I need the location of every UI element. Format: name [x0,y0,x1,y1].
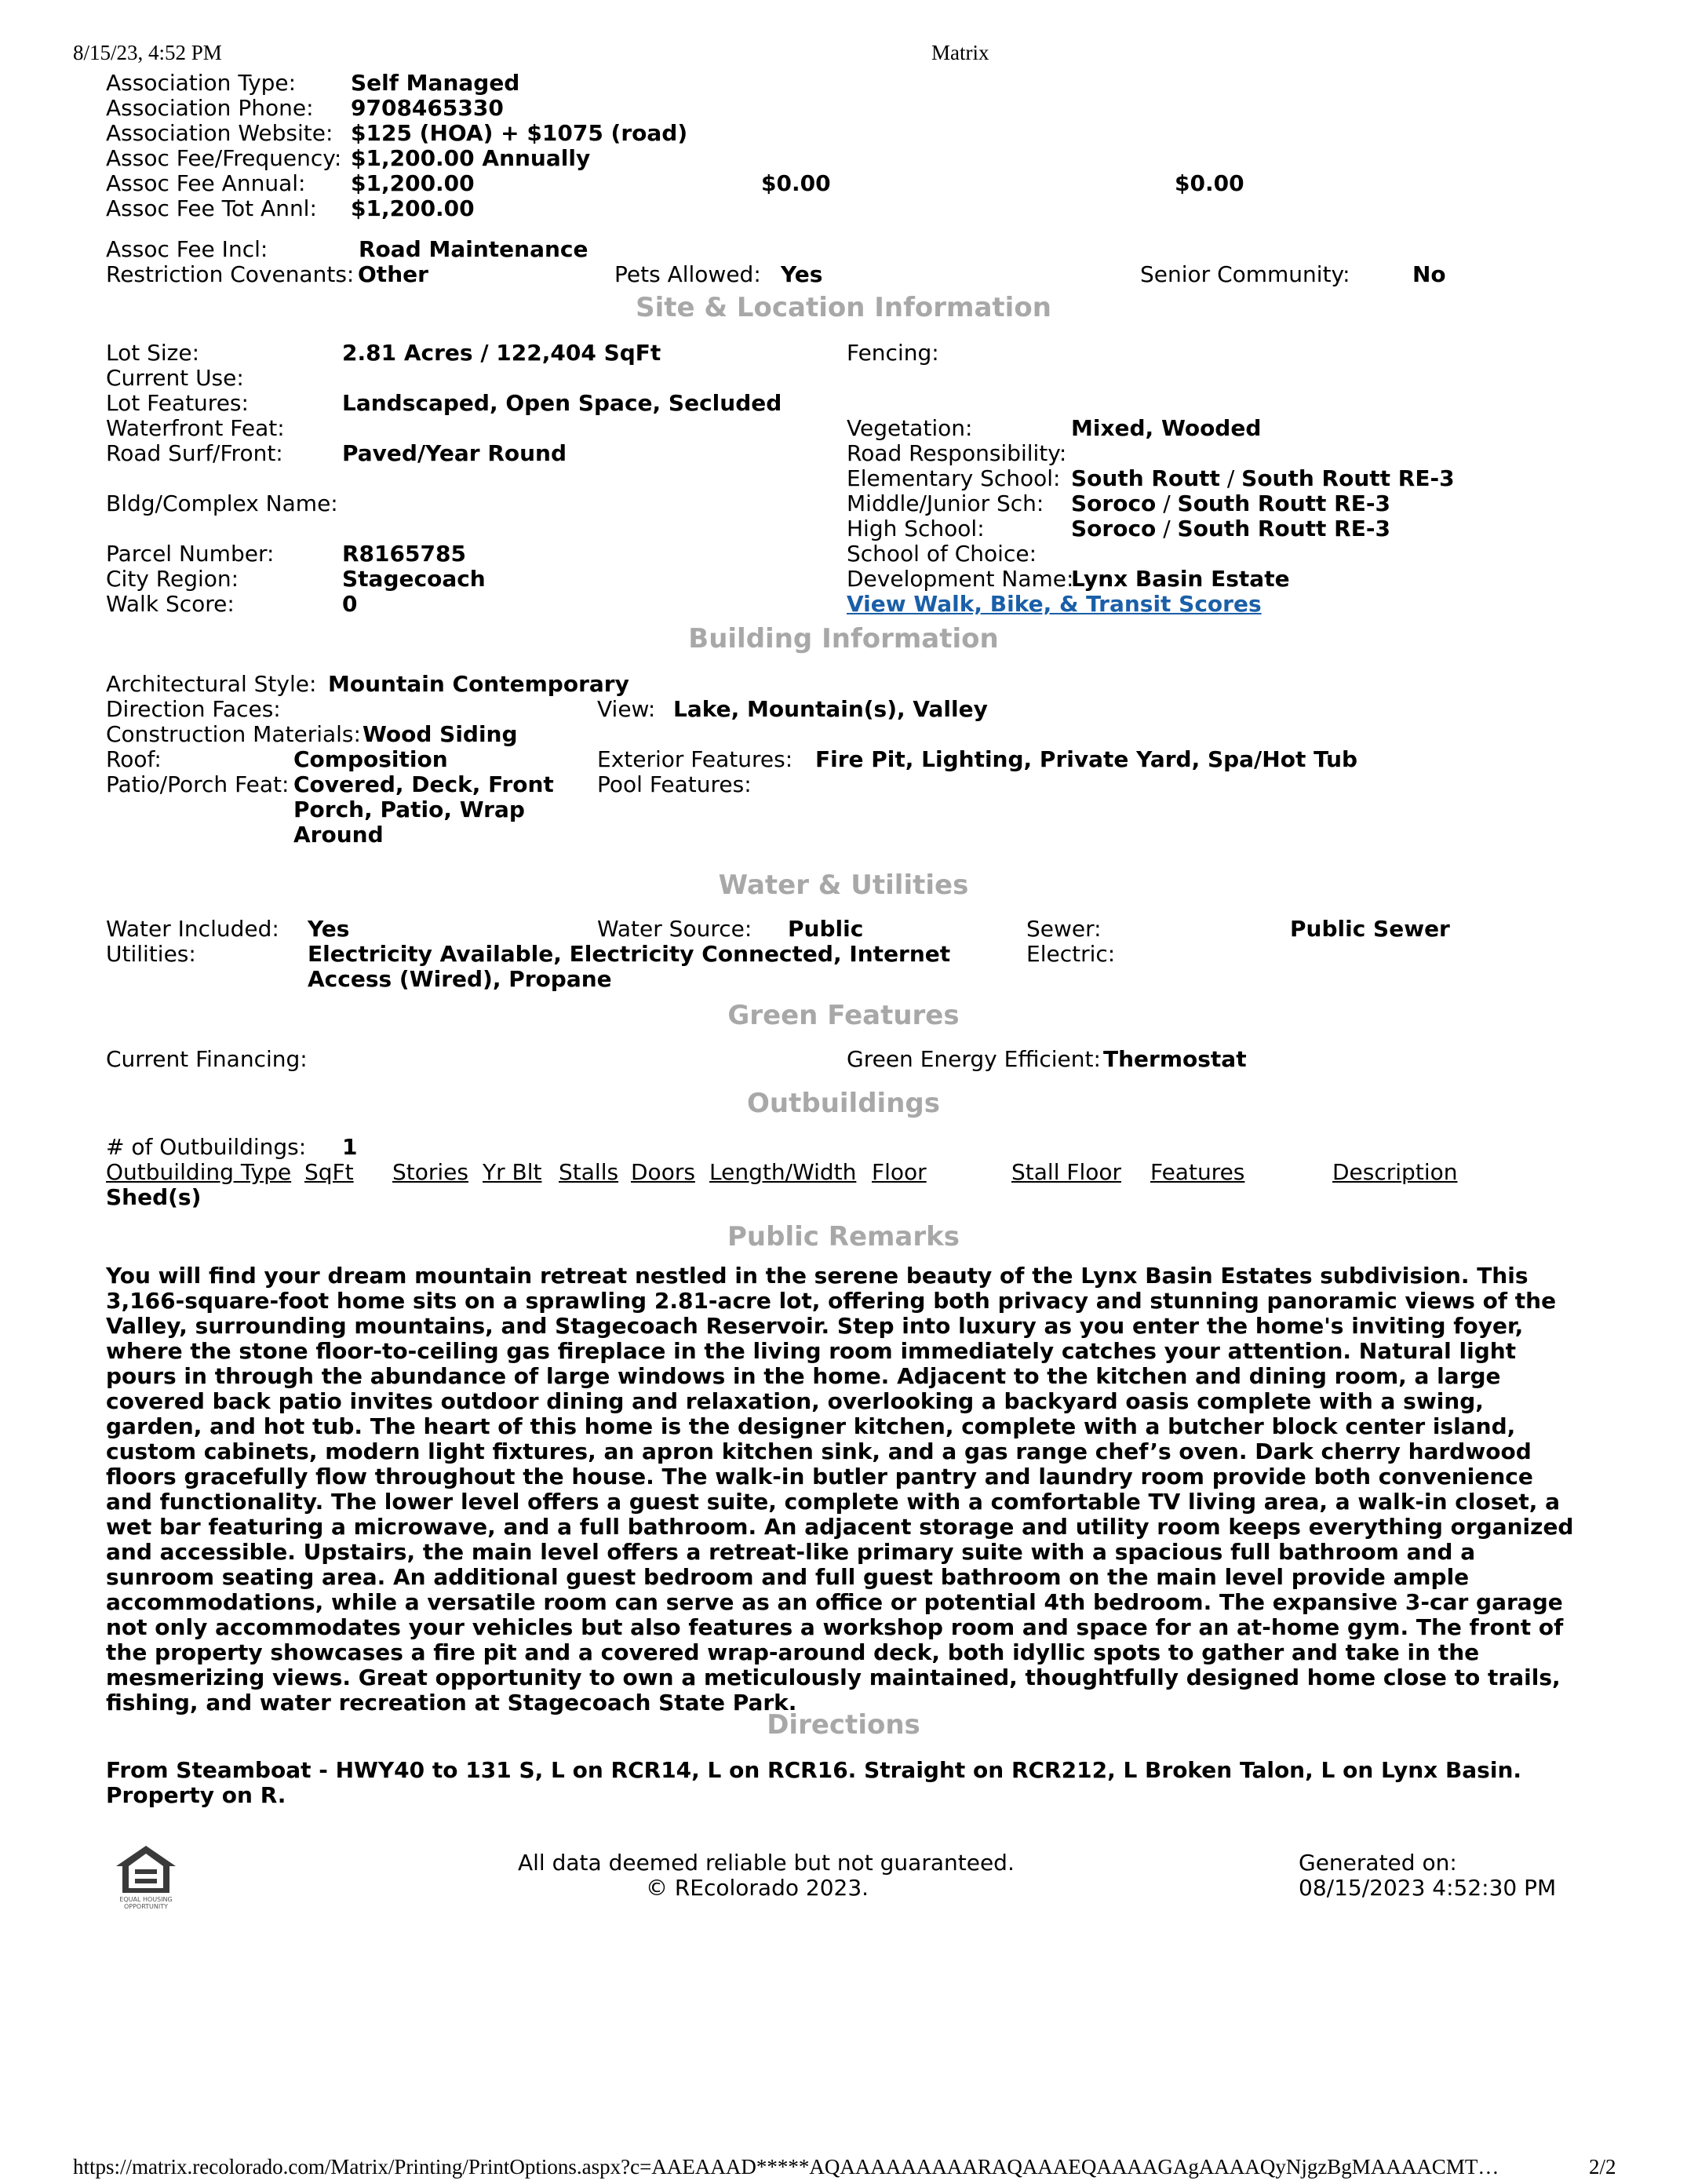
directions-text: From Steamboat - HWY40 to 131 S, L on RCR14, L on RCR16. Straight on RCR212, L Broken Talon, L on Lynx Basin. Property on R. [106,1757,1522,1808]
walk-score-label: Walk Score: [106,591,235,617]
direction-label: Direction Faces: [106,696,281,722]
assoc-incl-value: Road Maintenance [359,236,588,262]
assoc-incl-label: Assoc Fee Incl: [106,236,268,262]
lot-features-value: Landscaped, Open Space, Secluded [342,390,782,416]
lot-size-value: 2.81 Acres / 122,404 SqFt [342,340,661,366]
equal-housing-logo [111,1843,180,1912]
col-yr-blt: Yr Blt [483,1159,542,1185]
generated-label: Generated on: [1299,1850,1457,1876]
assoc-total-value: $1,200.00 [351,195,475,221]
green-efficient-value: Thermostat [1103,1046,1247,1072]
materials-label: Construction Materials: [106,721,361,747]
col-floor: Floor [872,1159,927,1185]
bldg-name-label: Bldg/Complex Name: [106,490,338,516]
fencing-label: Fencing: [847,340,939,366]
assoc-phone-label: Association Phone: [106,95,314,121]
outbuildings-count-value: 1 [342,1134,358,1160]
utilities-label: Utilities: [106,941,196,967]
col-sqft: SqFt [304,1159,354,1185]
water-source-value: Public [788,916,864,942]
generated-value: 08/15/2023 4:52:30 PM [1299,1875,1557,1901]
exterior-value: Fire Pit, Lighting, Private Yard, Spa/Hot Tub [815,746,1358,772]
pets-label: Pets Allowed: [614,261,761,287]
water-included-label: Water Included: [106,916,279,942]
disclaimer-line-2: © REcolorado 2023. [645,1875,869,1901]
roof-label: Roof: [106,746,162,772]
water-heading: Water & Utilities [718,870,969,901]
assoc-website-label: Association Website: [106,120,333,146]
senior-label: Senior Community: [1140,261,1350,287]
disclaimer-line-1: All data deemed reliable but not guaranteed. [518,1850,1015,1876]
current-use-label: Current Use: [106,365,244,391]
elementary-value: South Routt / South Routt RE-3 [1071,465,1455,491]
assoc-annual-value-3: $0.00 [1175,170,1244,196]
road-resp-label: Road Responsibility: [847,440,1067,466]
city-region-label: City Region: [106,566,239,592]
water-source-label: Water Source: [597,916,752,942]
high-value: Soroco / South Routt RE-3 [1071,516,1390,541]
waterfront-label: Waterfront Feat: [106,415,285,441]
vegetation-value: Mixed, Wooded [1071,415,1262,441]
assoc-freq-value: $1,200.00 Annually [351,145,591,171]
lot-size-label: Lot Size: [106,340,200,366]
electric-label: Electric: [1026,941,1116,967]
public-remarks-text: You will find your dream mountain retreat nestled in the serene beauty of the Lynx Basin Estates subdivision. This 3,166-square-foot home sits on a sprawling 2.81-acre lot, offering both privacy and stunning panoramic views of the Valley, surrounding mountains, and Stagecoach Reservoir. Step into luxury as you enter the home's inviting foyer, where the stone floor-to-ceiling gas fireplace in the living room immediately catches your attention. Natural light pours in through the abundance of large windows in the home. Adjacent to the kitchen and dining room, a large covered back patio invites outdoor dining and relaxation, overlooking a backyard oasis complete with a swing, garden, and hot tub. The heart of this home is the designer kitchen, complete with a butcher block center island, custom cabinets, modern light fixtures, an apron kitchen sink, and a gas range chef’s oven. Dark cherry hardwood floors gracefully flow throughout the house. The walk-in butler pantry and laundry room provide both convenience and functionality. The lower level offers a guest suite, complete with a comfortable TV living area, a walk-in closet, a wet bar featuring a microwave, and a full bathroom. An adjacent storage and utility room keeps everything organized and accessible. Upstairs, the main level offers a retreat-like primary suite with a spacious full bathroom and a sunroom seating area. An additional guest bedroom and full guest bathroom on the main level provide ample accommodations, while a versatile room can serve as an office or potential 4th bedroom. The expansive 3-car garage not only accommodates your vehicles but also features a workshop room and space for an at-home gym. The front of the property showcases a fire pit and a covered wrap-around deck, both idyllic spots to gather and take in the mesmerizing views. Great opportunity to own a meticulously maintained, thoughtfully designed home close to trails, fishing, and water recreation at Stagecoach State Park. [106,1263,1574,1715]
outbuildings-heading: Outbuildings [747,1088,940,1119]
col-stall-floor: Stall Floor [1011,1159,1122,1185]
col-stories: Stories [392,1159,468,1185]
patio-label: Patio/Porch Feat: [106,771,290,797]
roof-value: Composition [293,746,448,772]
assoc-website-value: $125 (HOA) + $1075 (road) [351,120,688,146]
building-heading: Building Information [688,623,999,654]
print-title: Matrix [931,41,989,64]
exterior-label: Exterior Features: [597,746,793,772]
utilities-value: Electricity Available, Electricity Connected, Internet Access (Wired), Propane [308,941,951,992]
col-doors: Doors [631,1159,695,1185]
col-length-width: Length/Width [709,1159,857,1185]
print-datetime: 8/15/23, 4:52 PM [73,41,222,64]
arch-style-value: Mountain Contemporary [328,671,629,697]
table-row: Shed(s) [106,1184,202,1210]
road-surf-label: Road Surf/Front: [106,440,283,466]
view-value: Lake, Mountain(s), Valley [673,696,988,722]
col-description: Description [1332,1159,1458,1185]
walk-score-value: 0 [342,591,358,617]
middle-value: Soroco / South Routt RE-3 [1071,490,1390,516]
pool-label: Pool Features: [597,771,752,797]
remarks-heading: Public Remarks [727,1221,960,1252]
road-surf-value: Paved/Year Round [342,440,567,466]
col-stalls: Stalls [559,1159,619,1185]
col-outbuilding-type: Outbuilding Type [106,1159,292,1185]
covenants-label: Restriction Covenants: [106,261,355,287]
green-efficient-label: Green Energy Efficient: [847,1046,1101,1072]
green-heading: Green Features [727,1000,960,1031]
site-location-heading: Site & Location Information [636,292,1051,323]
elementary-label: Elementary School: [847,465,1061,491]
assoc-type-label: Association Type: [106,70,297,96]
senior-value: No [1412,261,1446,287]
development-value: Lynx Basin Estate [1071,566,1290,592]
financing-label: Current Financing: [106,1046,308,1072]
outbuildings-count-label: # of Outbuildings: [106,1134,307,1160]
directions-heading: Directions [767,1709,920,1741]
high-label: High School: [847,516,985,541]
assoc-type-value: Self Managed [351,70,520,96]
walk-scores-link[interactable]: View Walk, Bike, & Transit Scores [847,591,1262,617]
water-included-value: Yes [308,916,350,942]
school-choice-label: School of Choice: [847,541,1037,567]
sewer-label: Sewer: [1026,916,1102,942]
sewer-value: Public Sewer [1290,916,1450,942]
assoc-total-label: Assoc Fee Tot Annl: [106,195,317,221]
city-region-value: Stagecoach [342,566,486,592]
assoc-freq-label: Assoc Fee/Frequency: [106,145,342,171]
page-number: 2/2 [1589,2155,1616,2179]
parcel-label: Parcel Number: [106,541,275,567]
assoc-annual-label: Assoc Fee Annual: [106,170,306,196]
print-url: https://matrix.recolorado.com/Matrix/Printing/PrintOptions.aspx?c=AAEAAAD*****AQAAAAAAAAARAQAAAEQAAAAGAgAAAAQyNjgzBgMAAAACMT… [73,2155,1499,2179]
parcel-value: R8165785 [342,541,466,567]
assoc-phone-value: 9708465330 [351,95,504,121]
development-label: Development Name: [847,566,1074,592]
materials-value: Wood Siding [363,721,518,747]
patio-value: Covered, Deck, Front Porch, Patio, Wrap Around [293,771,554,848]
logo-caption: EQUAL HOUSING OPPORTUNITY [119,1896,173,1910]
vegetation-label: Vegetation: [847,415,973,441]
assoc-annual-value-2: $0.00 [761,170,831,196]
view-label: View: [597,696,656,722]
assoc-annual-value: $1,200.00 [351,170,475,196]
middle-label: Middle/Junior Sch: [847,490,1044,516]
col-features: Features [1150,1159,1245,1185]
arch-style-label: Architectural Style: [106,671,317,697]
lot-features-label: Lot Features: [106,390,249,416]
covenants-value: Other [358,261,428,287]
pets-value: Yes [781,261,823,287]
